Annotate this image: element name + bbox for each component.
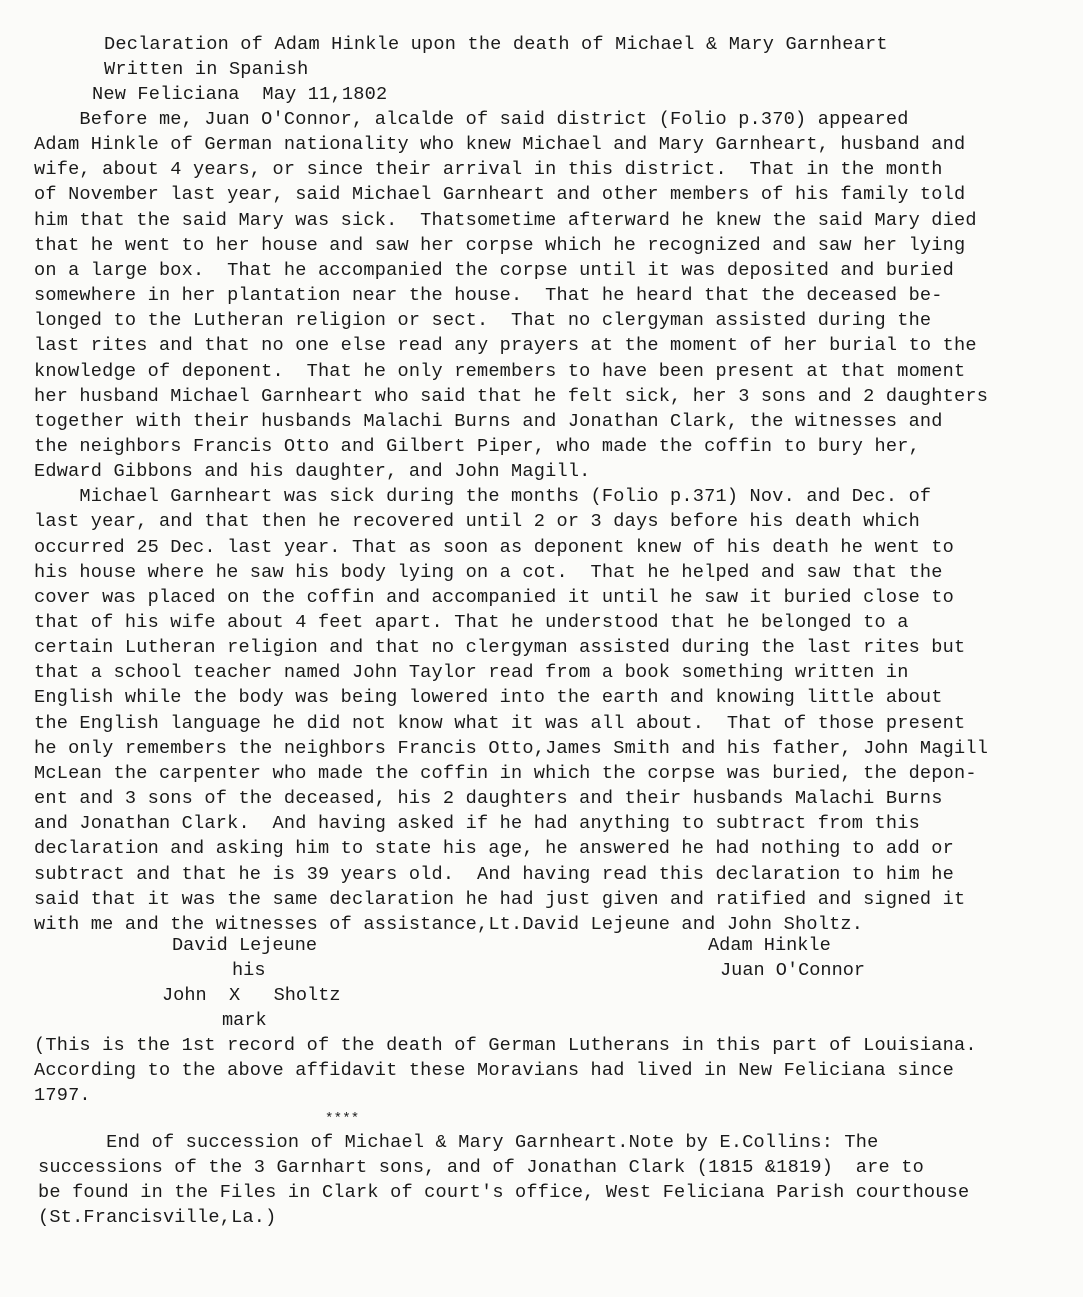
place-date-line: New Feliciana May 11,1802 [92,84,388,105]
body-line: Michael Garnheart was sick during the months (Folio p.371) Nov. and Dec. of [34,486,932,508]
end-note-line: be found in the Files in Clark of court's office, West Feliciana Parish courthouse [38,1182,970,1203]
document-title: Declaration of Adam Hinkle upon the death of Michael & Mary Garnheart [104,34,888,55]
body-line: together with their husbands Malachi Burns and Jonathan Clark, the witnesses and [34,410,943,432]
body-line: Edward Gibbons and his daughter, and John Magill. [34,461,591,483]
note-line: 1797. [34,1085,91,1106]
body-line: occurred 25 Dec. last year. That as soon as deponent knew of his death he went to [34,536,955,558]
end-note-line: successions of the 3 Garnhart sons, and of Jonathan Clark (1815 &1819) are to [38,1157,924,1178]
body-line: cover was placed on the coffin and accompanied it until he saw it buried close to [34,586,955,608]
body-line: the English language he did not know what it was all about. That of those present [34,712,966,734]
body-line: that of his wife about 4 feet apart. That he understood that he belonged to a [34,612,909,633]
body-line: English while the body was being lowered into the earth and knowing little about [34,687,943,709]
body-line: McLean the carpenter who made the coffin in which the corpse was buried, the depon- [34,762,977,784]
body-line: declaration and asking him to state his age, he answered he had nothing to add or [34,838,955,860]
signature-adam-hinkle: Adam Hinkle [708,935,831,956]
body-line: last rites and that no one else read any prayers at the moment of her burial to the [34,335,977,357]
document-subtitle: Written in Spanish [104,59,309,80]
body-line: last year, and that then he recovered until 2 or 3 days before his death which [34,511,920,533]
body-line: him that the said Mary was sick. Thatsometime afterward he knew the said Mary died [34,209,977,231]
note-line: According to the above affidavit these Moravians had lived in New Feliciana since [34,1060,955,1081]
body-line: Adam Hinkle of German nationality who knew Michael and Mary Garnheart, husband and [34,134,966,156]
body-line: wife, about 4 years, or since their arrival in this district. That in the month [34,159,943,181]
signature-juan-oconnor: Juan O'Connor [720,960,866,981]
body-line: certain Lutheran religion and that no clergyman assisted during the last rites but [34,637,966,659]
body-line: her husband Michael Garnheart who said that he felt sick, her 3 sons and 2 daughters [34,385,989,407]
end-note-line: (St.Francisville,La.) [38,1207,277,1228]
end-note-line: End of succession of Michael & Mary Garnheart.Note by E.Collins: The [38,1132,879,1153]
body-line: on a large box. That he accompanied the corpse until it was deposited and buried [34,259,955,281]
signature-david-lejeune: David Lejeune [172,935,318,956]
body-line: he only remembers the neighbors Francis Otto,James Smith and his father, John Magill [34,737,989,759]
body-line: with me and the witnesses of assistance,Lt.David Lejeune and John Sholtz. [34,913,864,935]
body-line: ent and 3 sons of the deceased, his 2 daughters and their husbands Malachi Burns [34,788,943,810]
body-line: knowledge of deponent. That he only remembers to have been present at that moment [34,360,966,382]
signature-john-sholtz: John X Sholtz [162,985,341,1006]
body-line: said that it was the same declaration he had just given and ratified and signed it [34,888,966,910]
body-line: and Jonathan Clark. And having asked if he had anything to subtract from this [34,813,920,835]
body-line: somewhere in her plantation near the house. That he heard that the deceased be- [34,285,943,307]
signature-his-label: his [232,960,266,981]
body-line: Before me, Juan O'Connor, alcalde of said district (Folio p.370) appeared [34,109,909,130]
body-line: of November last year, said Michael Garnheart and other members of his family told [34,184,966,206]
note-line: (This is the 1st record of the death of German Lutherans in this part of Louisiana. [34,1035,977,1056]
signature-mark-label: mark [222,1010,267,1031]
body-line: the neighbors Francis Otto and Gilbert Piper, who made the coffin to bury her, [34,435,920,457]
body-line: that a school teacher named John Taylor read from a book something written in [34,662,909,684]
body-line: longed to the Lutheran religion or sect. That no clergyman assisted during the [34,310,932,332]
body-line: that he went to her house and saw her corpse which he recognized and saw her lying [34,234,966,256]
body-line: subtract and that he is 39 years old. And having read this declaration to him he [34,863,955,885]
body-line: his house where he saw his body lying on a cot. That he helped and saw that the [34,561,943,583]
separator-asterisks: **** [325,1111,360,1127]
